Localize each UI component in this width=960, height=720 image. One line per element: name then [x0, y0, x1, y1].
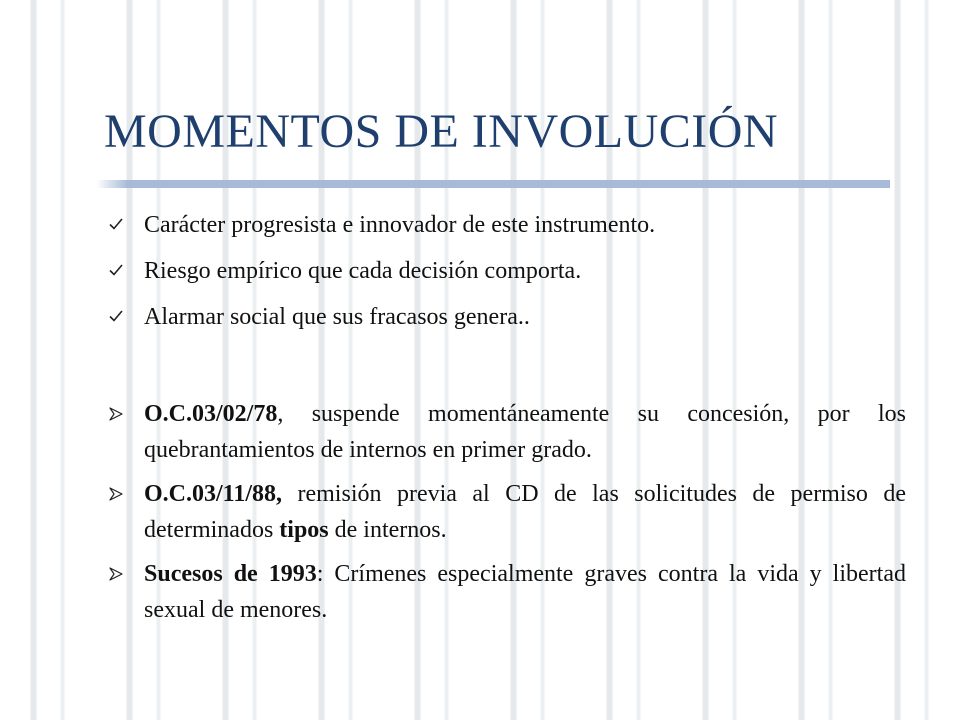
arrowhead-bullet-icon: [108, 486, 124, 502]
arrow-list-item: [106, 556, 906, 628]
arrow-list-item: [106, 396, 906, 468]
arrow-item-bold-text: O.C.03/11/88,: [144, 481, 283, 507]
arrowhead-bullet-icon: [108, 406, 124, 422]
arrow-bullet-list: [106, 396, 906, 636]
check-item-text: Alarmar social que sus fracasos genera..: [144, 304, 530, 330]
arrowhead-bullet-icon: [108, 566, 124, 582]
check-item-text: Carácter progresista e innovador de este instrumento.: [144, 212, 656, 238]
arrow-list-item: [106, 476, 906, 548]
checkmark-icon: [108, 216, 124, 232]
check-list-item: [106, 256, 906, 286]
arrow-item-bold-text: Sucesos de 1993: [144, 561, 317, 587]
checkmark-icon: [108, 308, 124, 324]
arrow-item-bold-text: tipos: [279, 517, 329, 543]
arrow-item-bold-text: O.C.03/02/78: [144, 401, 278, 427]
check-list-item: [106, 302, 906, 332]
check-bullet-list: [106, 210, 906, 348]
check-item-text: Riesgo empírico que cada decisión comporta.: [144, 258, 582, 284]
slide-title: MOMENTOS DE INVOLUCIÓN: [104, 105, 779, 158]
check-list-item: [106, 210, 906, 240]
arrow-item-text: , suspende momentáneamente su concesión, por los quebrantamientos de internos en primer grado.: [144, 401, 906, 463]
arrow-item-text: de internos.: [328, 517, 447, 543]
arrow-item-text: remisión previa al CD de las solicitudes de permiso de determinados: [144, 481, 906, 543]
title-underline-rule: [96, 180, 890, 188]
checkmark-icon: [108, 262, 124, 278]
arrow-item-text: : Crímenes especialmente graves contra la vida y libertad sexual de menores.: [144, 561, 906, 623]
